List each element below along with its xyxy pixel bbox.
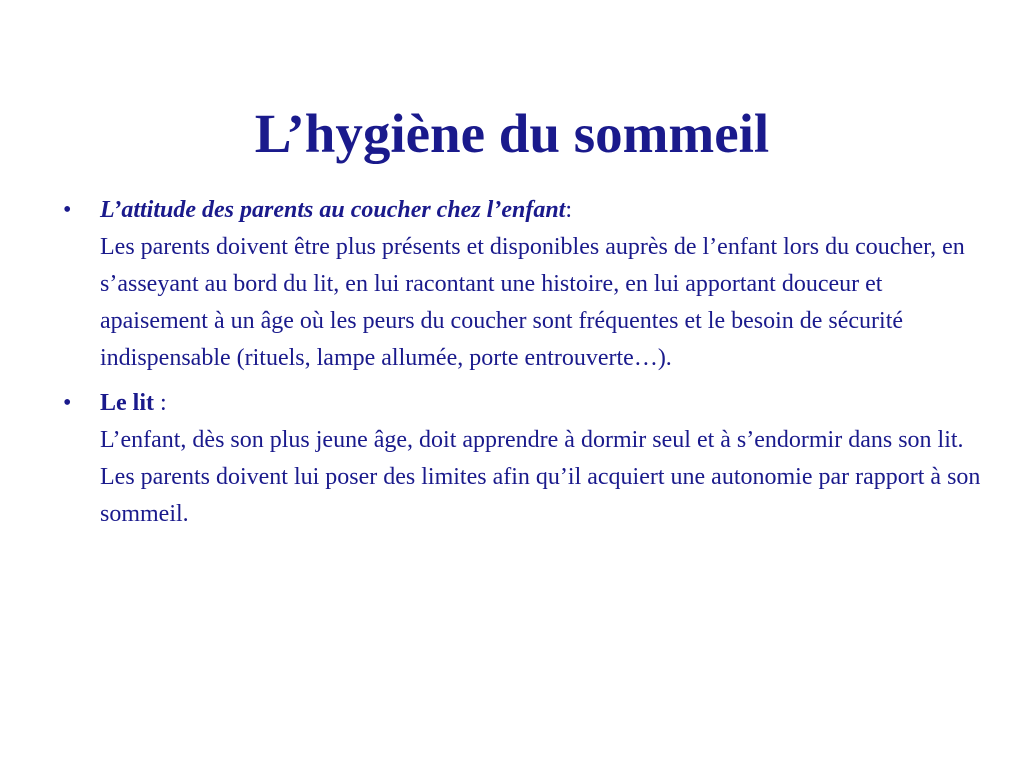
- bullet-heading-line: [100, 385, 984, 422]
- bullet-item-parent-attitude: [0, 192, 1024, 377]
- bullet-item-bed: [0, 385, 1024, 533]
- slide-title: L’hygiène du sommeil: [254, 103, 770, 164]
- bullet-body: Les parents doivent être plus présents et disponibles auprès de l’enfant lors du coucher, en s’asseyant au bord du lit, en lui racontant une histoire, en lui apportant douceur et apaisement à un âge où les peurs du coucher sont fréquentes et le besoin de sécurité indispensable (rituels, lampe allumée, porte entrouverte…).: [100, 234, 965, 371]
- bullet-icon: •: [63, 197, 72, 223]
- slide-content: [0, 192, 1024, 533]
- bullet-heading-separator: :: [154, 390, 167, 416]
- bullet-icon: •: [63, 390, 72, 416]
- bullet-heading-separator: :: [565, 197, 573, 223]
- bullet-body: L’enfant, dès son plus jeune âge, doit apprendre à dormir seul et à s’endormir dans son lit. Les parents doivent lui poser des limites afin qu’il acquiert une autonomie par rapport à son sommeil.: [100, 427, 981, 527]
- bullet-heading: L’attitude des parents au coucher chez l’enfant: [100, 197, 566, 223]
- bullet-heading-line: [100, 192, 984, 229]
- bullet-heading: Le lit: [100, 390, 154, 416]
